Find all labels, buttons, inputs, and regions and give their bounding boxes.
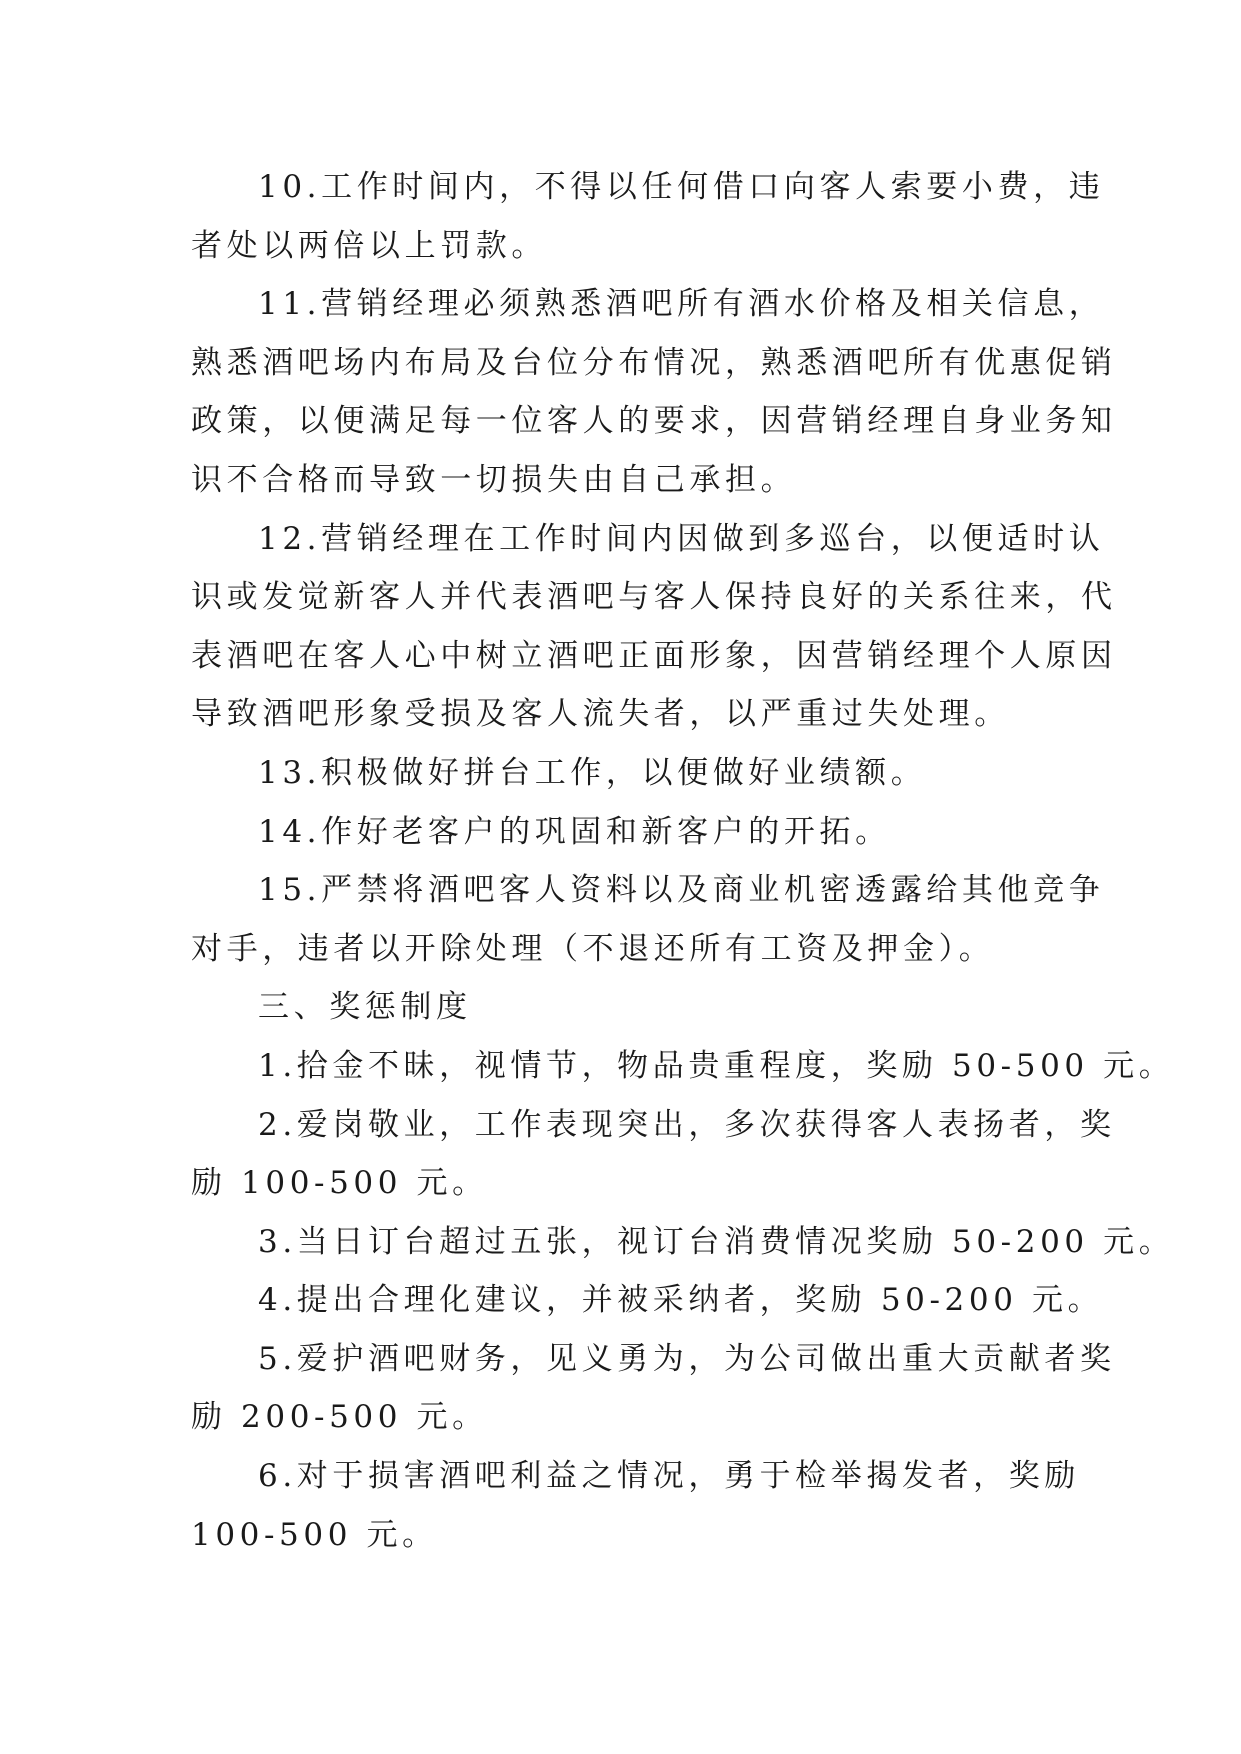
text-line: 对手，违者以开除处理（不退还所有工资及押金）。 bbox=[191, 930, 995, 967]
text-line: 三、奖惩制度 bbox=[258, 989, 472, 1026]
text-line: 14.作好老客户的巩固和新客户的开拓。 bbox=[258, 813, 891, 850]
paragraph-reward-1 bbox=[191, 1037, 1175, 1096]
text-line: 识或发觉新客人并代表酒吧与客人保持良好的关系往来，代 bbox=[191, 579, 1117, 616]
text-line: 励 100-500 元。 bbox=[191, 1165, 488, 1202]
text-line: 5.爱护酒吧财务，见义勇为，为公司做出重大贡献者奖 bbox=[258, 1340, 1116, 1377]
text-line: 10.工作时间内，不得以任何借口向客人索要小费，违 bbox=[258, 169, 1105, 205]
text-line: 6.对于损害酒吧利益之情况，勇于检举揭发者，奖励 bbox=[258, 1458, 1080, 1495]
paragraph-rule-15 bbox=[191, 861, 1105, 978]
paragraph-reward-6 bbox=[191, 1447, 1080, 1564]
paragraph-rule-14 bbox=[191, 803, 1051, 862]
paragraph-rule-13 bbox=[191, 744, 1051, 803]
paragraph-rule-10 bbox=[191, 158, 1105, 275]
text-line: 熟悉酒吧场内布局及台位分布情况，熟悉酒吧所有优惠促销 bbox=[191, 344, 1117, 381]
paragraph-rule-11 bbox=[191, 275, 1117, 509]
document-page bbox=[191, 158, 1175, 1564]
text-line: 导致酒吧形象受损及客人流失者，以严重过失处理。 bbox=[191, 696, 1010, 733]
text-line: 励 200-500 元。 bbox=[191, 1399, 488, 1436]
text-line: 15.严禁将酒吧客人资料以及商业机密透露给其他竞争 bbox=[258, 872, 1105, 909]
text-line: 者处以两倍以上罚款。 bbox=[191, 227, 547, 264]
paragraph-reward-5 bbox=[191, 1330, 1116, 1447]
paragraph-reward-2 bbox=[191, 1096, 1116, 1213]
text-line: 识不合格而导致一切损失由自己承担。 bbox=[191, 461, 797, 498]
text-line: 100-500 元。 bbox=[191, 1516, 438, 1553]
text-line: 政策，以便满足每一位客人的要求，因营销经理自身业务知 bbox=[191, 403, 1117, 440]
text-line: 13.积极做好拼台工作，以便做好业绩额。 bbox=[258, 754, 927, 791]
text-line: 4.提出合理化建议，并被采纳者，奖励 50-200 元。 bbox=[258, 1282, 1104, 1319]
text-line: 12.营销经理在工作时间内因做到多巡台，以便适时认 bbox=[258, 520, 1105, 557]
text-line: 2.爱岗敬业，工作表现突出，多次获得客人表扬者，奖 bbox=[258, 1106, 1116, 1143]
paragraph-rule-12 bbox=[191, 510, 1117, 744]
text-line: 3.当日订台超过五张，视订台消费情况奖励 50-200 元。 bbox=[258, 1223, 1175, 1260]
text-line: 11.营销经理必须熟悉酒吧所有酒水价格及相关信息， bbox=[258, 286, 1105, 323]
paragraph-reward-4 bbox=[191, 1271, 1104, 1330]
text-line: 1.拾金不昧，视情节，物品贵重程度，奖励 50-500 元。 bbox=[258, 1047, 1175, 1084]
paragraph-reward-3 bbox=[191, 1213, 1175, 1272]
section-heading bbox=[191, 978, 1051, 1037]
text-line: 表酒吧在客人心中树立酒吧正面形象，因营销经理个人原因 bbox=[191, 637, 1117, 674]
